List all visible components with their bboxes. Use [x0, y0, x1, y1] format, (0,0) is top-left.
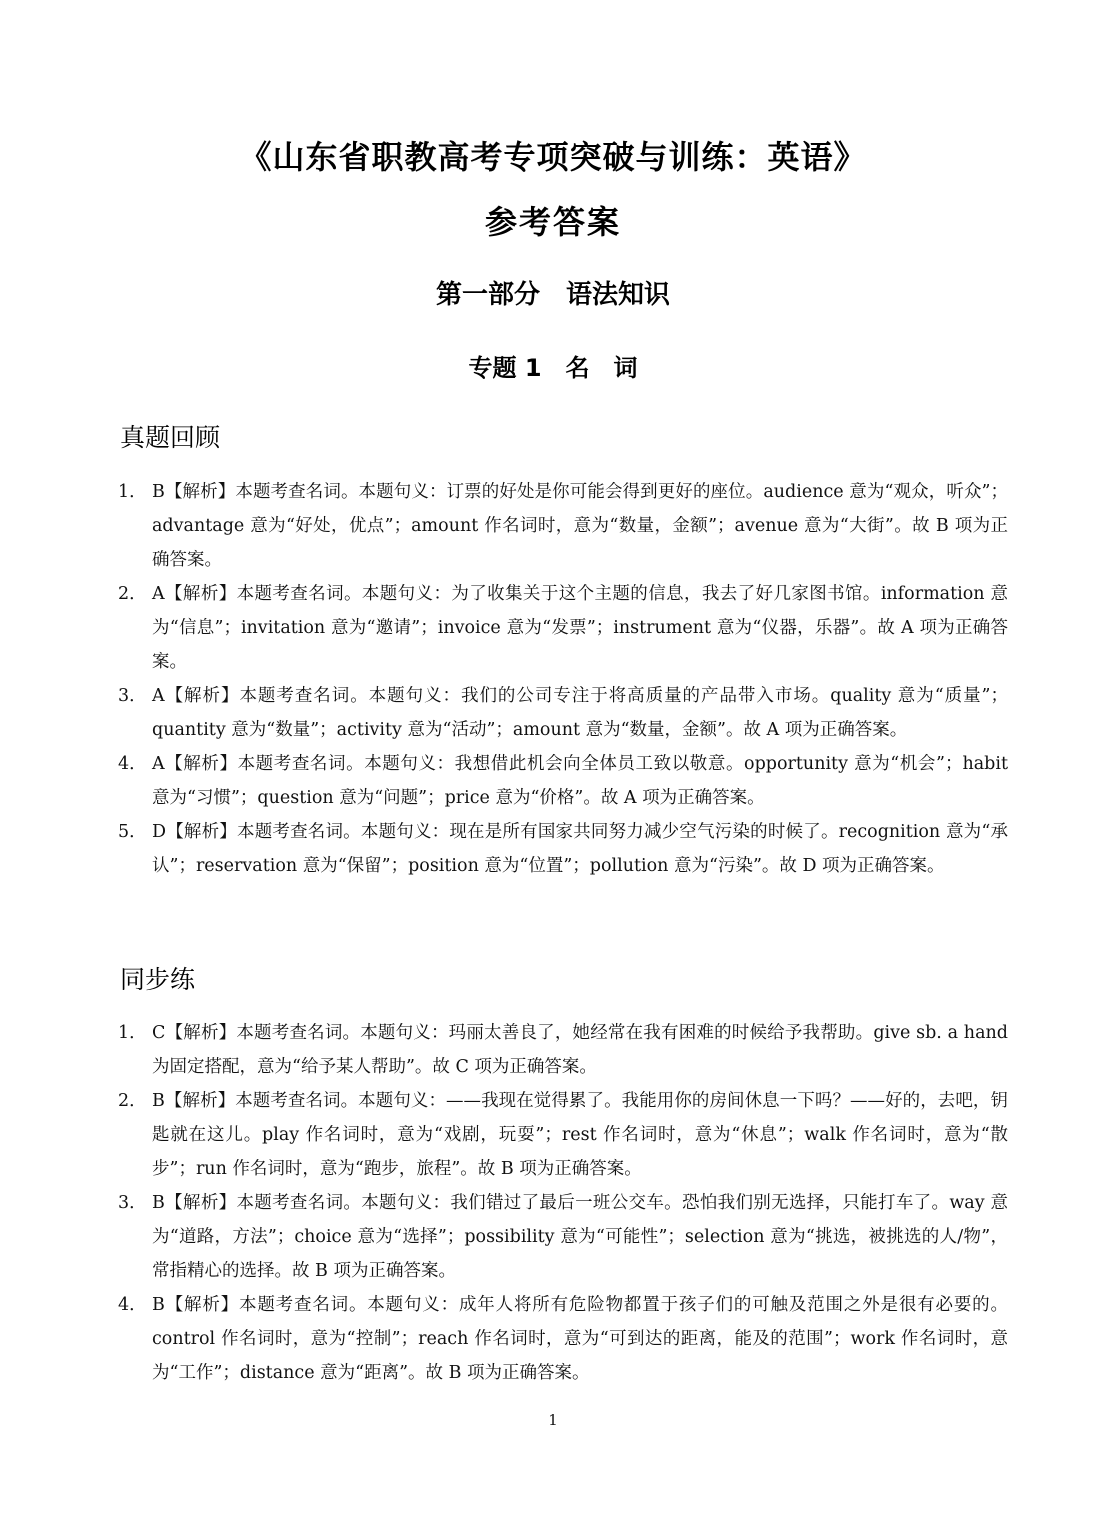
section-heading-practice: 同步练 — [120, 965, 196, 994]
item-number: 1． — [118, 1023, 147, 1043]
answer-key-title: 参考答案 — [484, 203, 621, 241]
item-number: 3． — [118, 686, 147, 706]
list-item — [118, 475, 1008, 577]
list-item — [118, 815, 1008, 883]
list-item — [118, 679, 1008, 747]
item-number: 4． — [118, 1295, 147, 1315]
list-item — [118, 1016, 1008, 1084]
item-number: 1． — [118, 482, 147, 502]
item-number: 2． — [118, 584, 147, 604]
topic-heading: 专题 1 名 词 — [468, 354, 638, 382]
answer-explanation: A【解析】本题考查名词。本题句义：我们的公司专注于将高质量的产品带入市场。quality 意为“质量”；quantity 意为“数量”；activity 意为“活动”；amount 意为“数量，金额”。故 A 项为正确答案。 — [152, 686, 1008, 740]
list-item — [118, 1084, 1008, 1186]
answer-explanation: A【解析】本题考查名词。本题句义：为了收集关于这个主题的信息，我去了好几家图书馆。information 意为“信息”；invitation 意为“邀请”；invoice 意为“发票”；instrument 意为“仪器，乐器”。故 A 项为正确答案。 — [152, 584, 1008, 672]
page-number: 1 — [548, 1411, 558, 1429]
item-number: 3． — [118, 1193, 147, 1213]
list-item — [118, 1186, 1008, 1288]
answer-explanation: B【解析】本题考查名词。本题句义：成年人将所有危险物都置于孩子们的可触及范围之外是很有必要的。control 作名词时，意为“控制”；reach 作名词时，意为“可到达的距离，能及的范围”；work 作名词时，意为“工作”；distance 意为“距离”。故 B 项为正确答案。 — [152, 1295, 1008, 1383]
answer-explanation: A【解析】本题考查名词。本题句义：我想借此机会向全体员工致以敬意。opportunity 意为“机会”；habit 意为“习惯”；question 意为“问题”；price 意为“价格”。故 A 项为正确答案。 — [152, 754, 1008, 808]
section-heading-past-exams: 真题回顾 — [120, 423, 221, 452]
list-item — [118, 577, 1008, 679]
practice-answer-list — [118, 1016, 1008, 1390]
answer-explanation: D【解析】本题考查名词。本题句义：现在是所有国家共同努力减少空气污染的时候了。recognition 意为“承认”；reservation 意为“保留”；position 意为“位置”；pollution 意为“污染”。故 D 项为正确答案。 — [152, 822, 1008, 876]
answer-explanation: B【解析】本题考查名词。本题句义：我们错过了最后一班公交车。恐怕我们别无选择，只能打车了。way 意为“道路，方法”；choice 意为“选择”；possibility 意为“可能性”；selection 意为“挑选，被挑选的人/物”，常指精心的选择。故 B 项为正确答案。 — [152, 1193, 1008, 1281]
answer-explanation: B【解析】本题考查名词。本题句义：——我现在觉得累了。我能用你的房间休息一下吗？——好的，去吧，钥匙就在这儿。play 作名词时，意为“戏剧，玩耍”；rest 作名词时，意为“休息”；walk 作名词时，意为“散步”；run 作名词时，意为“跑步，旅程”。故 B 项为正确答案。 — [152, 1091, 1008, 1179]
past-exams-answer-list — [118, 475, 1008, 883]
book-title: 《山东省职教高考专项突破与训练：英语》 — [239, 138, 867, 176]
item-number: 5． — [118, 822, 147, 842]
list-item — [118, 747, 1008, 815]
answer-explanation: B【解析】本题考查名词。本题句义：订票的好处是你可能会得到更好的座位。audience 意为“观众，听众”；advantage 意为“好处，优点”；amount 作名词时，意为“数量，金额”；avenue 意为“大街”。故 B 项为正确答案。 — [152, 482, 1008, 570]
item-number: 4． — [118, 754, 147, 774]
item-number: 2． — [118, 1091, 147, 1111]
list-item — [118, 1288, 1008, 1390]
part-heading: 第一部分 语法知识 — [435, 280, 670, 310]
answer-explanation: C【解析】本题考查名词。本题句义：玛丽太善良了，她经常在我有困难的时候给予我帮助。give sb. a hand 为固定搭配，意为“给予某人帮助”。故 C 项为正确答案。 — [152, 1023, 1008, 1077]
